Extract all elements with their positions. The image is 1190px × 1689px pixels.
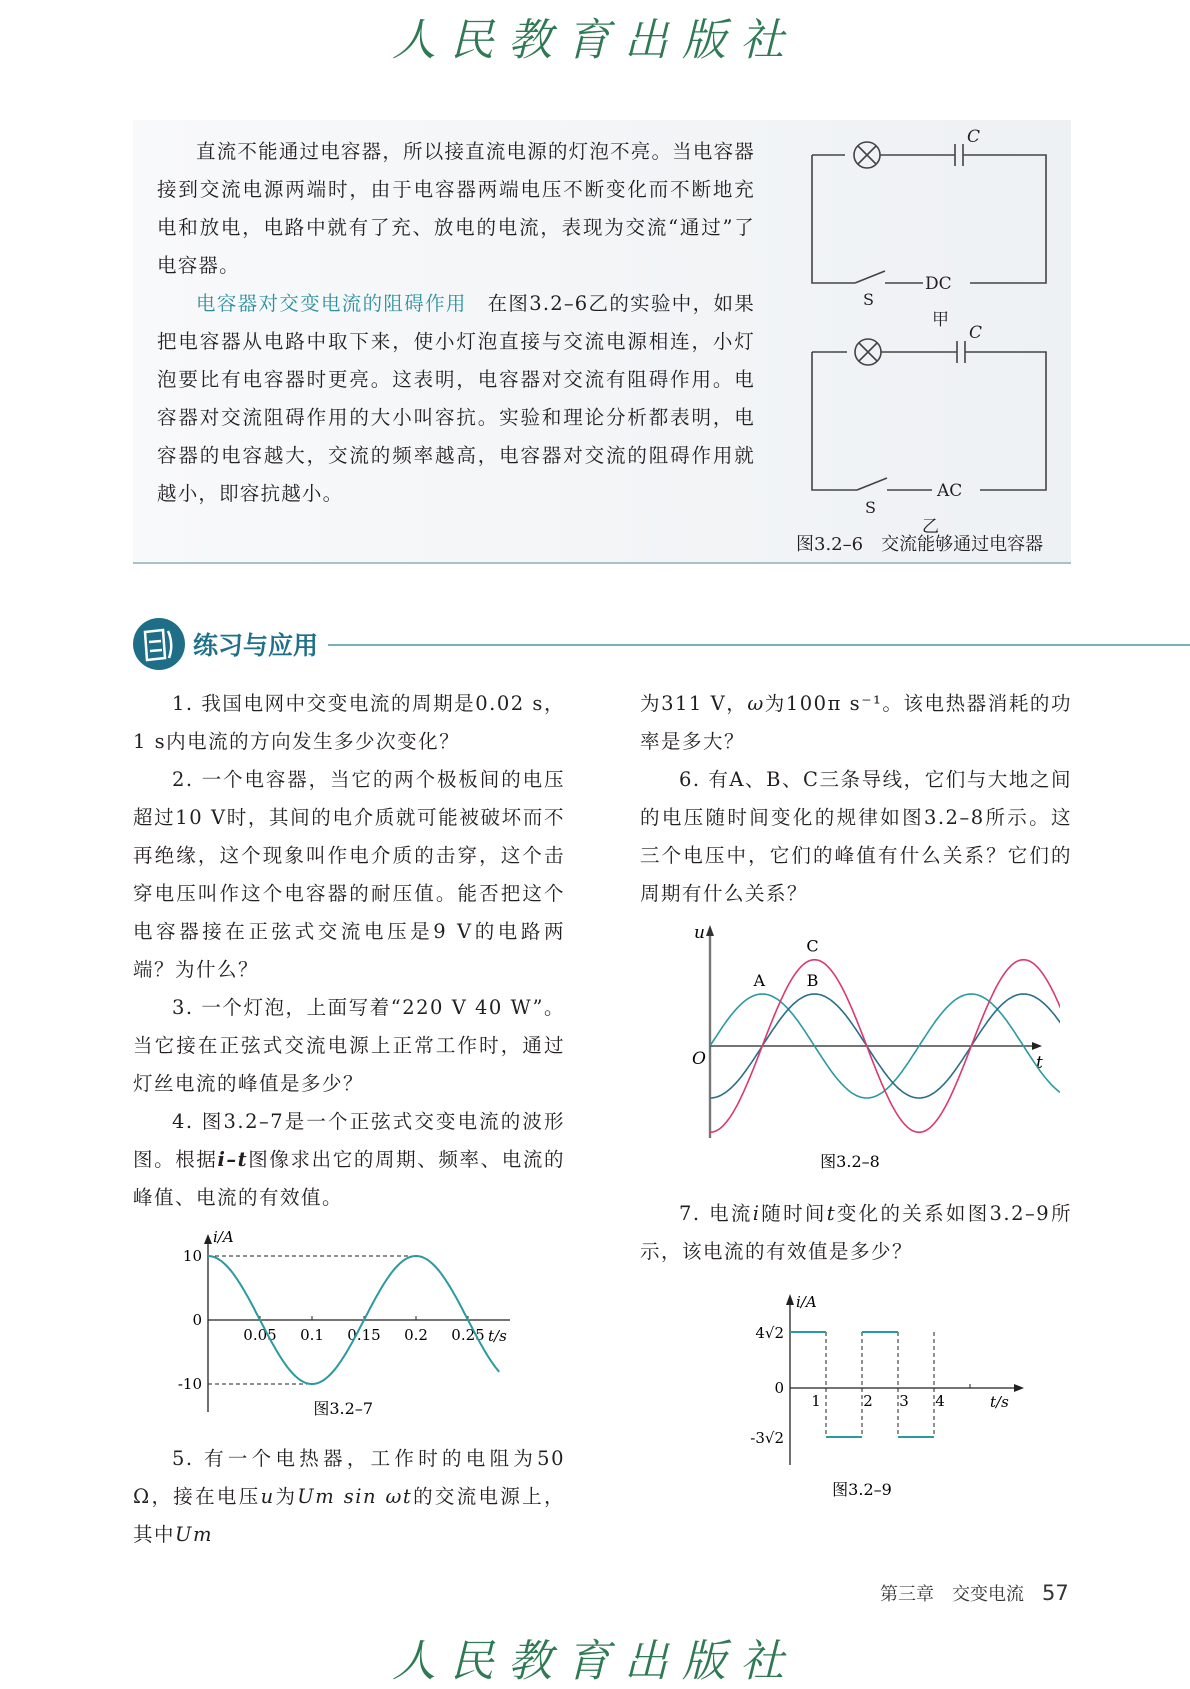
exercise-1: 1. 我国电网中交变电流的周期是0.02 s，1 s内电流的方向发生多少次变化？ — [133, 692, 565, 753]
chart-fig-3-2-7 — [170, 1230, 530, 1420]
page-number: 57 — [1042, 1581, 1069, 1605]
q5-text: 5. 有一个电热器，工作时的电阻为50 Ω，接在电压 — [133, 1447, 565, 1508]
switch-label: S — [865, 498, 876, 517]
exercise-2: 2. 一个电容器，当它的两个极板间的电压超过10 V时，其间的电介质就可能被破坏而不再绝缘，这个现象叫作电介质的击穿，这个击穿电压叫作这个电容器的耐压值。能否把这个电容器接在正弦式交流电压是9 V的电路两端？为什么？ — [133, 768, 566, 981]
paragraph-capacitor-ac: 直流不能通过电容器，所以接直流电源的灯泡不亮。当电容器接到交流电源两端时，由于电容器两端电压不断变化而不断地充电和放电，电路中就有了充、放电的电流，表现为交流“通过”了电容器。 — [157, 140, 755, 277]
y-tick-label: 10 — [182, 1247, 202, 1265]
curve-label-A: A — [753, 971, 766, 990]
q5-var-u: u — [260, 1485, 275, 1508]
x-axis-arrow — [1014, 1384, 1024, 1392]
chart-fig-3-2-9 — [720, 1285, 1040, 1505]
q7-var-i: i — [752, 1202, 761, 1225]
q5-var-um: Um — [175, 1523, 213, 1546]
y-tick-label: 0 — [774, 1379, 784, 1397]
switch-icon — [857, 478, 887, 490]
y-tick-label: 4√2 — [755, 1324, 784, 1342]
q7-text: 变化的关系如图3.2–9所示，该电流的有效值是多少？ — [640, 1202, 1072, 1263]
q5-text: 为100π s⁻¹。该电热器消耗的功率是多大？ — [640, 692, 1072, 753]
curve-label-C: C — [806, 936, 819, 956]
figure-caption: 图3.2–8 — [820, 1152, 880, 1171]
section-rule — [328, 644, 1190, 646]
q5-text: 为311 V， — [640, 692, 748, 715]
info-box-text — [157, 133, 755, 513]
q7-text: 7. 电流 — [679, 1202, 753, 1225]
chart-fig-3-2-8 — [680, 920, 1060, 1180]
switch-icon — [855, 271, 885, 283]
q4-text: 图像求出它的周期、频率、电流的峰值、电流的有效值。 — [133, 1148, 565, 1209]
paragraph-body: 在图3.2–6乙的实验中，如果把电容器从电路中取下来，使小灯泡直接与交流电源相连，小灯泡要比有电容器时更亮。这表明，电容器对交流有阻碍作用。电容器对交流阻碍作用的大小叫容抗。实验和理论分析都表明，电容器的电容越大，交流的频率越高，电容器对交流的阻碍作用就越小，即容抗越小。 — [157, 292, 755, 505]
q4-text: 4. 图3.2–7是一个正弦式交变电流的波形图。根据 — [133, 1110, 565, 1171]
x-tick-label: 0.2 — [404, 1326, 428, 1344]
q5-text: 的交流电源上，其中 — [133, 1485, 565, 1546]
x-tick-label: 4 — [935, 1392, 945, 1410]
y-axis-label: i/A — [796, 1293, 817, 1311]
exercise-7 — [640, 1195, 1072, 1271]
y-axis-arrow — [204, 1234, 212, 1244]
section-heading — [133, 612, 1190, 672]
x-tick-label: 3 — [899, 1392, 909, 1410]
capacitor-label: C — [967, 127, 981, 147]
x-axis-label: t/s — [990, 1393, 1009, 1411]
exercise-5-start — [133, 1440, 565, 1554]
paragraph-capacitive-reactance — [157, 285, 755, 513]
x-tick-label: 2 — [863, 1392, 873, 1410]
y-axis-label: u — [694, 923, 705, 943]
highlight-heading: 电容器对交变电流的阻碍作用 — [196, 292, 467, 315]
publisher-watermark-top: 人民教育出版社 — [392, 15, 798, 66]
switch-label: S — [863, 290, 874, 309]
publisher-watermark-bottom: 人民教育出版社 — [392, 1636, 798, 1687]
x-axis-label: t/s — [488, 1327, 507, 1345]
source-label: DC — [925, 274, 952, 294]
x-tick-label: 0.1 — [300, 1326, 324, 1344]
q7-var-t: t — [826, 1202, 837, 1225]
exercise-6: 6. 有A、B、C三条导线，它们与大地之间的电压随时间变化的规律如图3.2–8所示。这三个电压中，它们的峰值有什么关系？它们的周期有什么关系？ — [640, 768, 1072, 905]
circuit-figure — [800, 120, 1070, 560]
info-box-divider — [133, 562, 1071, 564]
exercise-5 — [133, 1440, 565, 1554]
capacitor-label: C — [969, 323, 983, 343]
q5-var-omega: ω — [747, 692, 765, 715]
y-axis-label: i/A — [213, 1230, 234, 1246]
q7-text: 随时间 — [760, 1202, 827, 1225]
y-tick-label: -3√2 — [750, 1429, 784, 1447]
y-axis-arrow — [786, 1294, 794, 1305]
y-axis-arrow — [706, 925, 714, 936]
exercise-4 — [133, 1103, 565, 1217]
section-title: 练习与应用 — [193, 631, 319, 660]
exercise-3: 3. 一个灯泡，上面写着“220 V 40 W”。当它接在正弦式交流电源上正常工作时，通过灯丝电流的峰值是多少？ — [133, 996, 565, 1095]
exercise-7-block — [640, 1195, 1072, 1271]
exercise-column-left — [133, 685, 565, 1217]
x-axis-label: t — [1036, 1053, 1043, 1073]
exercise-book-icon — [133, 618, 185, 670]
q4-variable: i–t — [217, 1148, 249, 1171]
q5-text: 为 — [274, 1485, 298, 1508]
exercise-5-continued — [640, 685, 1072, 761]
sub-label-b: 乙 — [922, 517, 939, 537]
y-tick-label: 0 — [192, 1311, 202, 1329]
chapter-title: 第三章 交变电流 — [880, 1584, 1024, 1605]
q5-formula: Um sin ωt — [297, 1485, 413, 1508]
x-tick-label: 1 — [811, 1392, 821, 1410]
curve-label-B: B — [806, 971, 819, 990]
y-tick-label: -10 — [177, 1375, 202, 1393]
figure-caption: 图3.2–9 — [832, 1480, 892, 1499]
exercise-column-right — [640, 685, 1072, 913]
figure-caption: 图3.2–7 — [313, 1399, 374, 1418]
origin-label: O — [692, 1049, 706, 1069]
page-footer — [880, 1580, 1069, 1606]
x-tick-label: 0.05 — [243, 1326, 277, 1344]
figure-caption-3-2-6: 图3.2–6 交流能够通过电容器 — [796, 534, 1044, 555]
x-tick-label: 0.15 — [347, 1326, 381, 1344]
sub-label-a: 甲 — [932, 310, 949, 330]
x-axis-arrow — [1032, 1042, 1042, 1050]
x-tick-label: 0.25 — [451, 1326, 485, 1344]
source-label: AC — [937, 481, 963, 501]
